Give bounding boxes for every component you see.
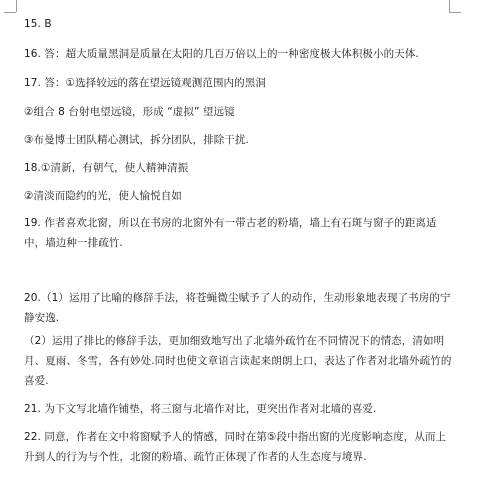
answer-17-item-3: ③布曼博士团队精心测试，拆分团队，排除干扰. — [24, 134, 249, 146]
page-corner-mark-left — [16, 0, 17, 12]
answer-18: 18.①清新，有朝气，使人精神清振 — [24, 162, 189, 174]
answer-21: 21. 为下文写北墙作铺垫，将三窗与北墙作对比，更突出作者对北墙的喜爱. — [24, 403, 377, 415]
answer-19: 19. 作者喜欢北窗，所以在书房的北窗外有一带古老的粉墙，墙上有石斑与窗子的距离适中，墙边种一排疏竹. — [24, 217, 437, 249]
answer-17-item-2: ②组合 8 台射电望远镜，形成 “虚拟” 望远镜 — [24, 106, 235, 118]
answer-20-part-2: （2）运用了排比的修辞手法，更加细致地写出了北墙外疏竹在不同情况下的情态，清如明月、夏雨、冬雪，各有妙处.同时也使文章语言读起来朗朗上口，表达了作者对北墙外疏竹的喜爱. — [24, 335, 452, 387]
answer-18-item-2: ②清淡而隐约的光，使人愉悦自如 — [24, 190, 182, 202]
page-corner-mark-left-h — [4, 12, 16, 13]
answer-20-part-1: 20.（1）运用了比喻的修辞手法，将苍蝇微尘赋予了人的动作，生动形象地表现了书房的宁静安逸. — [24, 292, 451, 324]
page-corner-mark-right — [449, 0, 450, 12]
answer-16: 16. 答：超大质量黑洞是质量在太阳的几百万倍以上的一种密度极大体积极小的天体. — [24, 48, 419, 60]
answer-17: 17. 答：①选择较远的落在望远镜观测范围内的黑洞 — [24, 77, 266, 89]
answer-15: 15. B — [24, 18, 52, 30]
page-corner-mark-right-h — [449, 12, 461, 13]
answer-22: 22. 同意，作者在文中将窗赋予人的情感，同时在第⑤段中指出窗的光度影响态度，从而上升到人的行为与个性，北窗的粉墙、疏竹正体现了作者的人生态度与境界. — [24, 431, 447, 463]
